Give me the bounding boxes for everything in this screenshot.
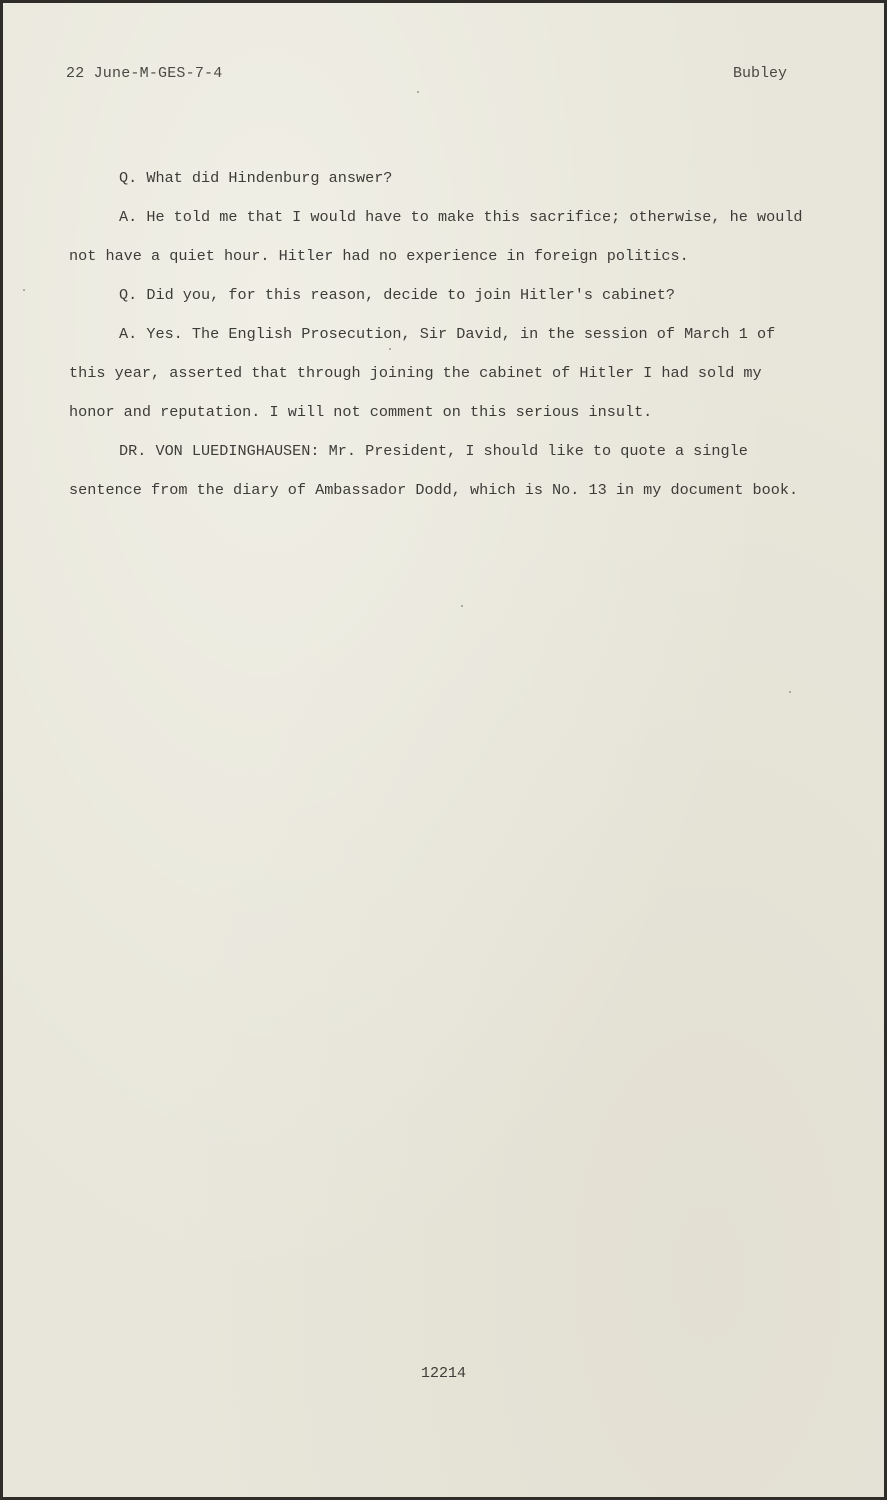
transcript-paragraph-answer-2: A. Yes. The English Prosecution, Sir David, in the session of March 1 of this year, asserted that through joining the cabinet of Hitler I had sold my honor and reputation. I will not comment on this serious insult. <box>69 325 776 421</box>
paper-speck <box>417 91 419 93</box>
transcript-paragraph-question-2: Q. Did you, for this reason, decide to join Hitler's cabinet? <box>119 286 675 304</box>
paper-speck <box>389 348 391 350</box>
transcript-paragraph-answer-1: A. He told me that I would have to make this sacrifice; otherwise, he would not have a quiet hour. Hitler had no experience in foreign politics. <box>69 208 803 265</box>
transcript-paragraph-question-1: Q. What did Hindenburg answer? <box>119 169 393 187</box>
reporter-name: Bubley <box>732 65 787 82</box>
transcript-body <box>69 159 809 510</box>
paper-speck <box>461 605 463 607</box>
document-reference: 22 June-M-GES-7-4 <box>66 65 223 82</box>
paper-speck <box>23 289 25 291</box>
page-number: 12214 <box>420 1365 466 1382</box>
paper-speck <box>789 691 791 693</box>
transcript-paragraph-counsel: DR. VON LUEDINGHAUSEN: Mr. President, I should like to quote a single sentence from the diary of Ambassador Dodd, which is No. 13 in my document book. <box>69 442 799 499</box>
